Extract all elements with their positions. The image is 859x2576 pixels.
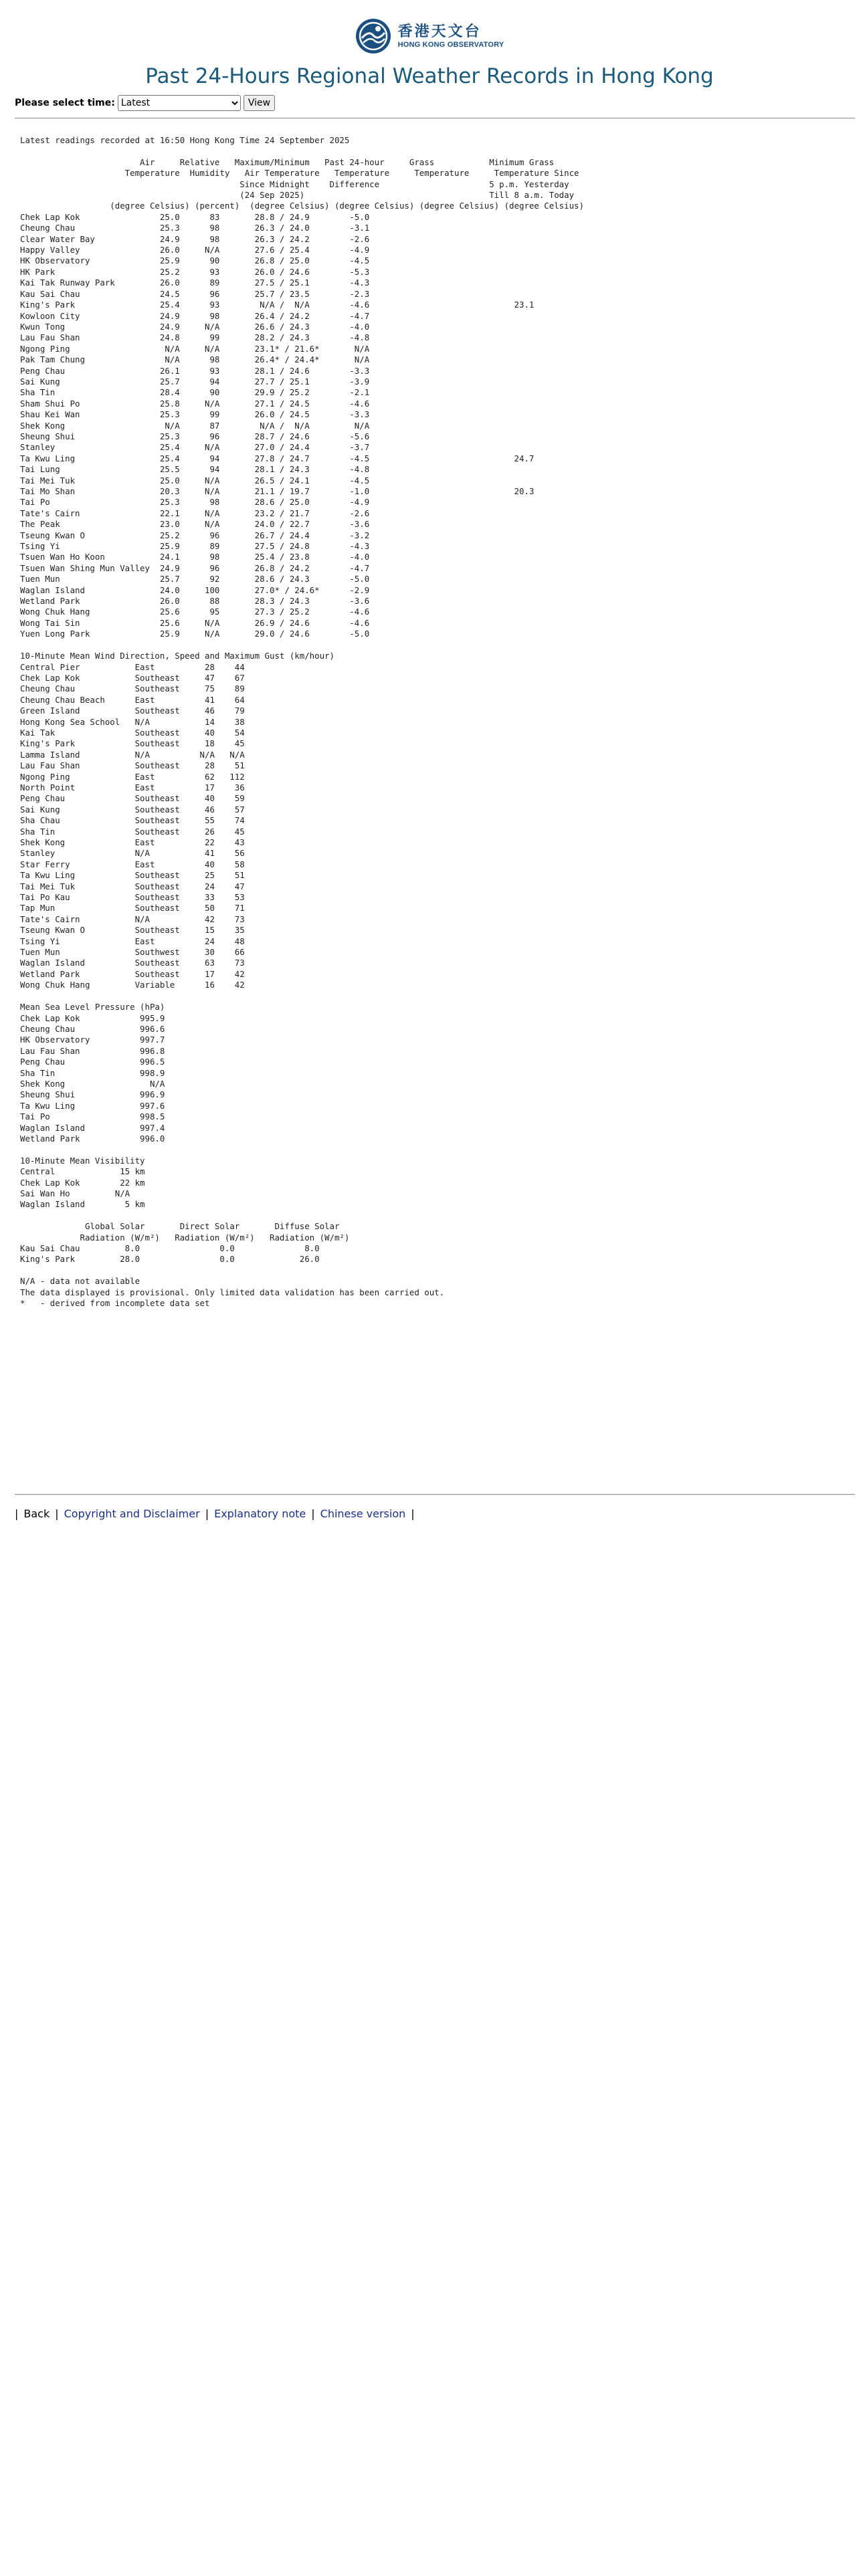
copyright-link[interactable]: Copyright and Disclaimer bbox=[64, 1507, 200, 1520]
page-title: Past 24-Hours Regional Weather Records in Hong Kong bbox=[145, 64, 714, 88]
time-selector-label: Please select time: bbox=[15, 98, 115, 108]
logo-chinese-name: 香港天文台 bbox=[397, 22, 482, 40]
logo-english-name: HONG KONG OBSERVATORY bbox=[397, 40, 504, 49]
footer-separator: | bbox=[205, 1507, 209, 1520]
divider-top bbox=[15, 118, 855, 119]
footer-separator: | bbox=[15, 1507, 19, 1520]
hko-emblem-icon bbox=[355, 18, 391, 54]
time-select[interactable] bbox=[118, 95, 241, 111]
view-button[interactable]: View bbox=[244, 95, 275, 111]
header bbox=[0, 17, 859, 55]
chinese-version-link[interactable]: Chinese version bbox=[320, 1507, 406, 1520]
footer-separator: | bbox=[411, 1507, 415, 1520]
divider-bottom bbox=[15, 1494, 855, 1495]
footer-separator: | bbox=[55, 1507, 59, 1520]
footer-links bbox=[15, 1507, 420, 1520]
explanatory-note-link[interactable]: Explanatory note bbox=[214, 1507, 306, 1520]
back-link[interactable]: Back bbox=[23, 1507, 50, 1520]
footer-separator: | bbox=[311, 1507, 315, 1520]
time-selector bbox=[15, 94, 275, 112]
hko-logo[interactable] bbox=[355, 17, 504, 55]
weather-report-text: Latest readings recorded at 16:50 Hong Kong Time 24 September 2025 Air Relative Maximum/Minimum Past 24-hour Grass Minimum Grass Temperature Humidity Air Temperature Temperature Temperature Temperature Since Since Midnight Difference 5 p.m. Yesterday (24 Sep 2025) Till 8 a.m. Today (degree Celsius) (percent) (degree Celsius) (degree Celsius) (degree Celsius) (degree Celsius) Chek Lap Kok 25.0 83 28.8 / 24.9 -5.0 Cheung Chau 25.3 98 26.3 / 24.0 -3.1 Clear Water Bay 24.9 98 26.3 / 24.2 -2.6 Happy Valley 26.0 N/A 27.6 / 25.4 -4.9 HK Observatory 25.9 90 26.8 / 25.0 -4.5 HK Park 25.2 93 26.0 / 24.6 -5.3 Kai Tak Runway Park 26.0 89 27.5 / 25.1 -4.3 Kau Sai Chau 24.5 96 25.7 / 23.5 -2.3 King's Park 25.4 93 N/A / N/A -4.6 23.1 Kowloon City 24.9 98 26.4 / 24.2 -4.7 Kwun Tong 24.9 N/A 26.6 / 24.3 -4.0 Lau Fau Shan 24.8 99 28.2 / 24.3 -4.8 Ngong Ping N/A N/A 23.1* / 21.6* N/A Pak Tam Chung N/A 98 26.4* / 24.4* N/A Peng Chau 26.1 93 28.1 / 24.6 -3.3 Sai Kung 25.7 94 27.7 / 25.1 -3.9 Sha Tin 28.4 90 29.9 / 25.2 -2.1 Sham Shui Po 25.8 N/A 27.1 / 24.5 -4.6 Shau Kei Wan 25.3 99 26.0 / 24.5 -3.3 Shek Kong N/A 87 N/A / N/A N/A Sheung Shui 25.3 96 28.7 / 24.6 -5.6 Stanley 25.4 N/A 27.0 / 24.4 -3.7 Ta Kwu Ling 25.4 94 27.8 / 24.7 -4.5 24.7 Tai Lung 25.5 94 28.1 / 24.3 -4.8 Tai Mei Tuk 25.0 N/A 26.5 / 24.1 -4.5 Tai Mo Shan 20.3 N/A 21.1 / 19.7 -1.0 20.3 Tai Po 25.3 98 28.6 / 25.0 -4.9 Tate's Cairn 22.1 N/A 23.2 / 21.7 -2.6 The Peak 23.0 N/A 24.0 / 22.7 -3.6 Tseung Kwan O 25.2 96 26.7 / 24.4 -3.2 Tsing Yi 25.9 89 27.5 / 24.8 -4.3 Tsuen Wan Ho Koon 24.1 98 25.4 / 23.8 -4.0 Tsuen Wan Shing Mun Valley 24.9 96 26.8 / 24.2 -4.7 Tuen Mun 25.7 92 28.6 / 24.3 -5.0 Waglan Island 24.0 100 27.0* / 24.6* -2.9 Wetland Park 26.0 88 28.3 / 24.3 -3.6 Wong Chuk Hang 25.6 95 27.3 / 25.2 -4.6 Wong Tai Sin 25.6 N/A 26.9 / 24.6 -4.6 Yuen Long Park 25.9 N/A 29.0 / 24.6 -5.0 10-Minute Mean Wind Direction, Speed and Maximum Gust (km/hour) Central Pier East 28 44 Chek Lap Kok Southeast 47 67 Cheung Chau Southeast 75 89 Cheung Chau Beach East 41 64 Green Island Southeast 46 79 Hong Kong Sea School N/A 14 38 Kai Tak Southeast 40 54 King's Park Southeast 18 45 Lamma Island N/A N/A N/A Lau Fau Shan Southeast 28 51 Ngong Ping East 62 112 North Point East 17 36 Peng Chau Southeast 40 59 Sai Kung Southeast 46 57 Sha Chau Southeast 55 74 Sha Tin Southeast 26 45 Shek Kong East 22 43 Stanley N/A 41 56 Star Ferry East 40 58 Ta Kwu Ling Southeast 25 51 Tai Mei Tuk Southeast 24 47 Tai Po Kau Southeast 33 53 Tap Mun Southeast 50 71 Tate's Cairn N/A 42 73 Tseung Kwan O Southeast 15 35 Tsing Yi East 24 48 Tuen Mun Southwest 30 66 Waglan Island Southeast 63 73 Wetland Park Southeast 17 42 Wong Chuk Hang Variable 16 42 Mean Sea Level Pressure (hPa) Chek Lap Kok 995.9 Cheung Chau 996.6 HK Observatory 997.7 Lau Fau Shan 996.8 Peng Chau 996.5 Sha Tin 998.9 Shek Kong N/A Sheung Shui 996.9 Ta Kwu Ling 997.6 Tai Po 998.5 Waglan Island 997.4 Wetland Park 996.0 10-Minute Mean Visibility Central 15 km Chek Lap Kok 22 km Sai Wan Ho N/A Waglan Island 5 km Global Solar Direct Solar Diffuse Solar Radiation (W/m²) Radiation (W/m²) Radiation (W/m²) Kau Sai Chau 8.0 0.0 8.0 King's Park 28.0 0.0 26.0 N/A - data not available The data displayed is provisional. Only limited data validation has been carried out. * - derived from incomplete data set bbox=[20, 135, 584, 1309]
